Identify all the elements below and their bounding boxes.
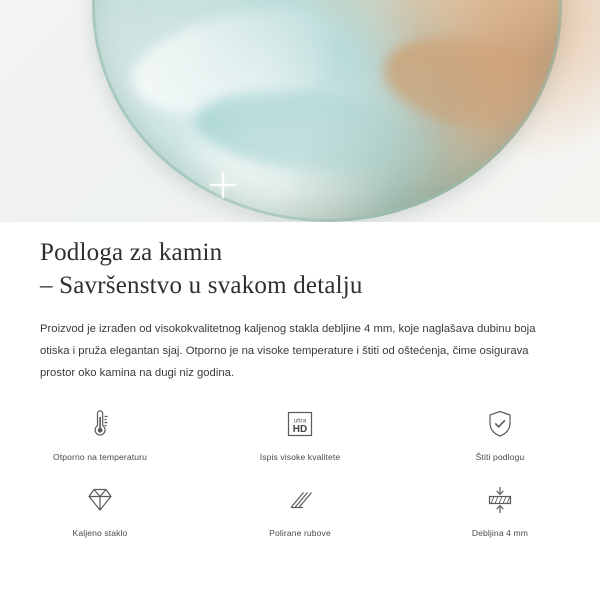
feature-item-protection	[400, 398, 600, 474]
hero-image	[0, 0, 600, 222]
feature-item-temperature	[0, 398, 200, 474]
marble-streak	[122, 0, 353, 131]
thermometer-icon	[83, 404, 117, 444]
shield-check-icon	[483, 404, 517, 444]
polished-edges-icon	[283, 480, 317, 520]
feature-grid	[0, 398, 600, 550]
product-description: Proizvod je izrađen od visokokvalitetnog kaljenog stakla debljine 4 mm, koje naglašava dubinu boja otiska i pruža elegantan sjaj. Otporno je na visoke temperature i štiti od oštećenja, čime osigurava prostor oko kamina na dugi niz godina.	[40, 323, 536, 380]
page-title	[0, 222, 600, 302]
ultra-hd-icon	[283, 404, 317, 444]
headline-line-2: – Savršenstvo u svakom detalju	[40, 272, 363, 299]
feature-item-thickness	[400, 474, 600, 550]
feature-label: Kaljeno staklo	[72, 528, 128, 538]
svg-text:HD: HD	[292, 424, 308, 435]
feature-label: Otporno na temperaturu	[53, 452, 147, 462]
feature-label: Debljina 4 mm	[471, 528, 529, 538]
feature-label: Štiti podlogu	[475, 452, 525, 462]
text-content	[0, 222, 600, 384]
feature-item-polished-edges	[200, 474, 400, 550]
feature-label: Polirane rubove	[269, 528, 331, 538]
feature-item-tempered-glass	[0, 474, 200, 550]
headline-line-1: Podloga za kamin	[40, 239, 223, 266]
feature-item-print-quality	[200, 398, 400, 474]
thickness-icon	[483, 480, 517, 520]
svg-text:ultra: ultra	[293, 417, 307, 425]
marble-streak	[192, 81, 424, 182]
feature-label: Ispis visoke kvalitete	[259, 452, 341, 462]
diamond-icon	[83, 480, 117, 520]
